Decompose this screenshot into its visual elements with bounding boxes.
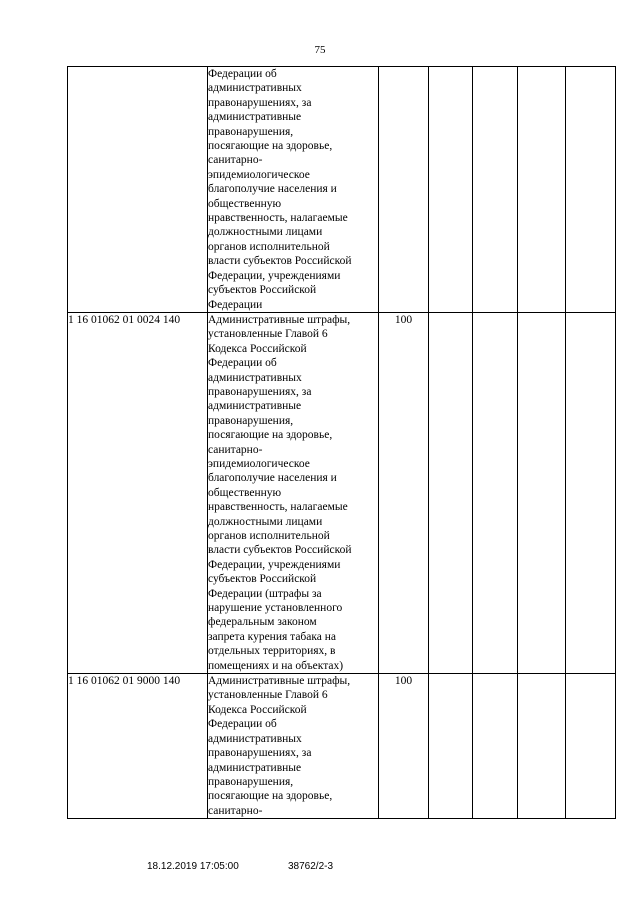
revenue-name-line: Федерации, учреждениями [208,558,341,571]
revenue-name-line: Кодекса Российской [208,342,307,355]
revenue-name-line: нарушение установленного [208,602,343,615]
revenue-name-line: Административные штрафы, [208,313,351,326]
revenue-name-line: посягающие на здоровье, [208,790,333,803]
revenue-name-line: Федерации, учреждениями [208,269,341,282]
empty-cell [429,67,473,313]
revenue-name-line: нравственность, налагаемые [208,212,348,225]
classification-code-cell: 1 16 01062 01 9000 140 [68,674,208,819]
revenue-name-line: Административные штрафы, [208,675,351,688]
footer-document-number: 38762/2-3 [288,861,334,872]
page-number: 75 [314,44,326,56]
empty-cell [473,674,518,819]
revenue-name-line: административных [208,82,302,95]
revenue-name-line: административных [208,732,302,745]
table-row [68,312,616,673]
revenue-name-line: санитарно- [208,443,263,456]
revenue-name-line: отдельных территориях, в [208,645,336,658]
revenue-name-line: эпидемиологическое [208,457,310,470]
revenue-name-line: власти субъектов Российской [208,255,352,268]
revenue-name-line: запрета курения табака на [208,630,337,643]
revenue-name-line: посягающие на здоровье, [208,140,333,153]
revenue-name-line: нравственность, налагаемые [208,501,348,514]
revenue-name-line: благополучие населения и [208,183,337,196]
table-row [68,674,616,819]
revenue-name-line: правонарушениях, за [208,747,312,760]
revenue-name-line: Федерации (штрафы за [208,587,322,600]
revenue-name-line: административные [208,111,302,124]
classification-code-cell: 1 16 01062 01 0024 140 [68,312,208,673]
revenue-name-line: Федерации об [208,357,277,370]
standard-percent-cell: 100 [379,312,429,673]
revenue-name-line: установленные Главой 6 [208,689,328,702]
revenue-name-line: помещениях и на объектах) [208,659,344,672]
revenue-name-line: правонарушениях, за [208,385,312,398]
empty-cell [518,67,566,313]
revenue-name-line: Федерации об [208,718,277,731]
revenue-name-line: должностными лицами [208,515,323,528]
revenue-name-line: административных [208,371,302,384]
revenue-name-line: Кодекса Российской [208,703,307,716]
empty-cell [566,312,616,673]
revenue-name-line: правонарушения, [208,414,294,427]
revenue-name-line: правонарушения, [208,125,294,138]
revenue-name-line: Федерации [208,298,263,311]
revenue-name-line: санитарно- [208,804,263,817]
revenue-name-line: посягающие на здоровье, [208,429,333,442]
revenue-name-line: административные [208,761,302,774]
revenue-name-line: федеральным законом [208,616,317,629]
empty-cell [473,312,518,673]
revenue-name-line: должностными лицами [208,226,323,239]
revenue-name-line: власти субъектов Российской [208,544,352,557]
empty-cell [566,674,616,819]
revenue-name-line: установленные Главой 6 [208,328,328,341]
empty-cell [473,67,518,313]
footer-timestamp: 18.12.2019 17:05:00 [147,861,239,872]
standard-percent-cell: 100 [379,674,429,819]
table-row [68,67,616,313]
empty-cell [429,674,473,819]
revenue-name-line: эпидемиологическое [208,168,310,181]
revenue-name-line: административные [208,400,302,413]
revenue-name-line: Федерации об [208,68,277,80]
empty-cell [518,312,566,673]
revenue-name-line: органов исполнительной [208,240,330,253]
revenue-name-line: санитарно- [208,154,263,167]
budget-table [67,66,616,819]
revenue-name-cell [208,67,379,313]
revenue-name-line: общественную [208,486,282,499]
revenue-name-line: субъектов Российской [208,284,317,297]
revenue-name-line: правонарушения, [208,775,294,788]
revenue-name-line: органов исполнительной [208,530,330,542]
empty-cell [429,312,473,673]
standard-percent-cell [379,67,429,313]
revenue-name-cell [208,674,379,819]
empty-cell [518,674,566,819]
classification-code-cell [68,67,208,313]
revenue-name-cell [208,312,379,673]
empty-cell [566,67,616,313]
revenue-name-line: субъектов Российской [208,573,317,586]
revenue-name-line: благополучие населения и [208,472,337,485]
revenue-name-line: правонарушениях, за [208,96,312,109]
revenue-name-line: общественную [208,197,282,210]
